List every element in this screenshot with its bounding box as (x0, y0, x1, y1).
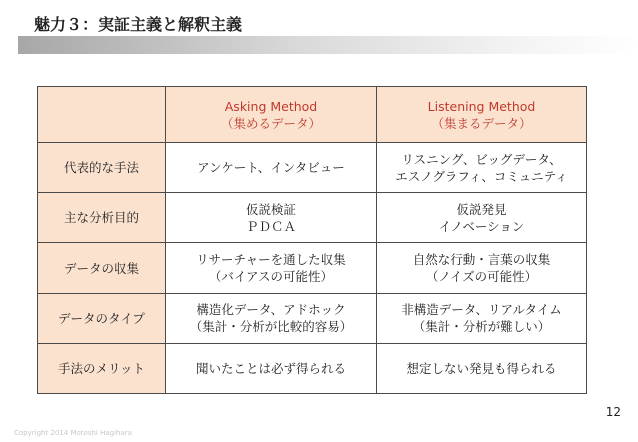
cell-line: 仮説発見 (456, 201, 507, 217)
row-label: 主な分析目的 (38, 193, 166, 243)
table-header-row (38, 87, 587, 143)
cell-line: 自然な行動・言葉の収集 (412, 252, 551, 268)
asking-cell (166, 243, 377, 293)
cell-line: イノベーション (438, 218, 525, 234)
column-header-asking (166, 87, 377, 143)
page-number: 12 (605, 405, 621, 419)
copyright-notice: Copyright 2014 Motoshi Hagihara (14, 429, 132, 437)
cell-line: （バイアスの可能性） (208, 269, 334, 285)
cell-line: リスニング、ビッグデータ、 (401, 151, 562, 167)
listening-cell (377, 143, 587, 193)
listening-cell (377, 193, 587, 243)
row-label: 手法のメリット (38, 343, 166, 393)
listening-cell (377, 343, 587, 393)
comparison-table (37, 86, 587, 394)
title-underline-bar (18, 36, 638, 54)
cell-line: 構造化データ、アドホック (196, 302, 346, 318)
cell-line: エスノグラフィ、コミュニティ (395, 168, 568, 184)
column-title: Listening Method (427, 98, 536, 114)
cell-line: 想定しない発見も得られる (406, 360, 557, 376)
table-row (38, 343, 587, 393)
cell-line: 非構造データ、リアルタイム (401, 302, 562, 318)
asking-cell (166, 143, 377, 193)
cell-line: 仮説検証 (245, 201, 296, 217)
row-label: 代表的な手法 (38, 143, 166, 193)
slide-title: 魅力３：実証主義と解釈主義 (34, 15, 243, 34)
column-title: Asking Method (224, 98, 318, 114)
row-label: データのタイプ (38, 293, 166, 343)
column-subtitle: （集まるデータ） (431, 115, 532, 131)
table-row (38, 293, 587, 343)
listening-cell (377, 243, 587, 293)
cell-line: アンケート、インタビュー (197, 160, 345, 176)
cell-line: 聞いたことは必ず得られる (195, 360, 346, 376)
asking-cell (166, 193, 377, 243)
table-row (38, 243, 587, 293)
cell-line: リサーチャーを通した収集 (196, 252, 346, 268)
table-row (38, 143, 587, 193)
table-row (38, 193, 587, 243)
column-header-listening (377, 87, 587, 143)
asking-cell (166, 343, 377, 393)
column-subtitle: （集めるデータ） (220, 115, 321, 131)
asking-cell (166, 293, 377, 343)
cell-line: （集計・分析が比較的容易） (189, 319, 353, 335)
header-corner-cell (38, 87, 166, 143)
cell-line: （ノイズの可能性） (425, 269, 538, 285)
listening-cell (377, 293, 587, 343)
cell-line: （集計・分析が難しい） (412, 319, 551, 335)
row-label: データの収集 (38, 243, 166, 293)
cell-line: ＰＤＣＡ (245, 218, 296, 234)
